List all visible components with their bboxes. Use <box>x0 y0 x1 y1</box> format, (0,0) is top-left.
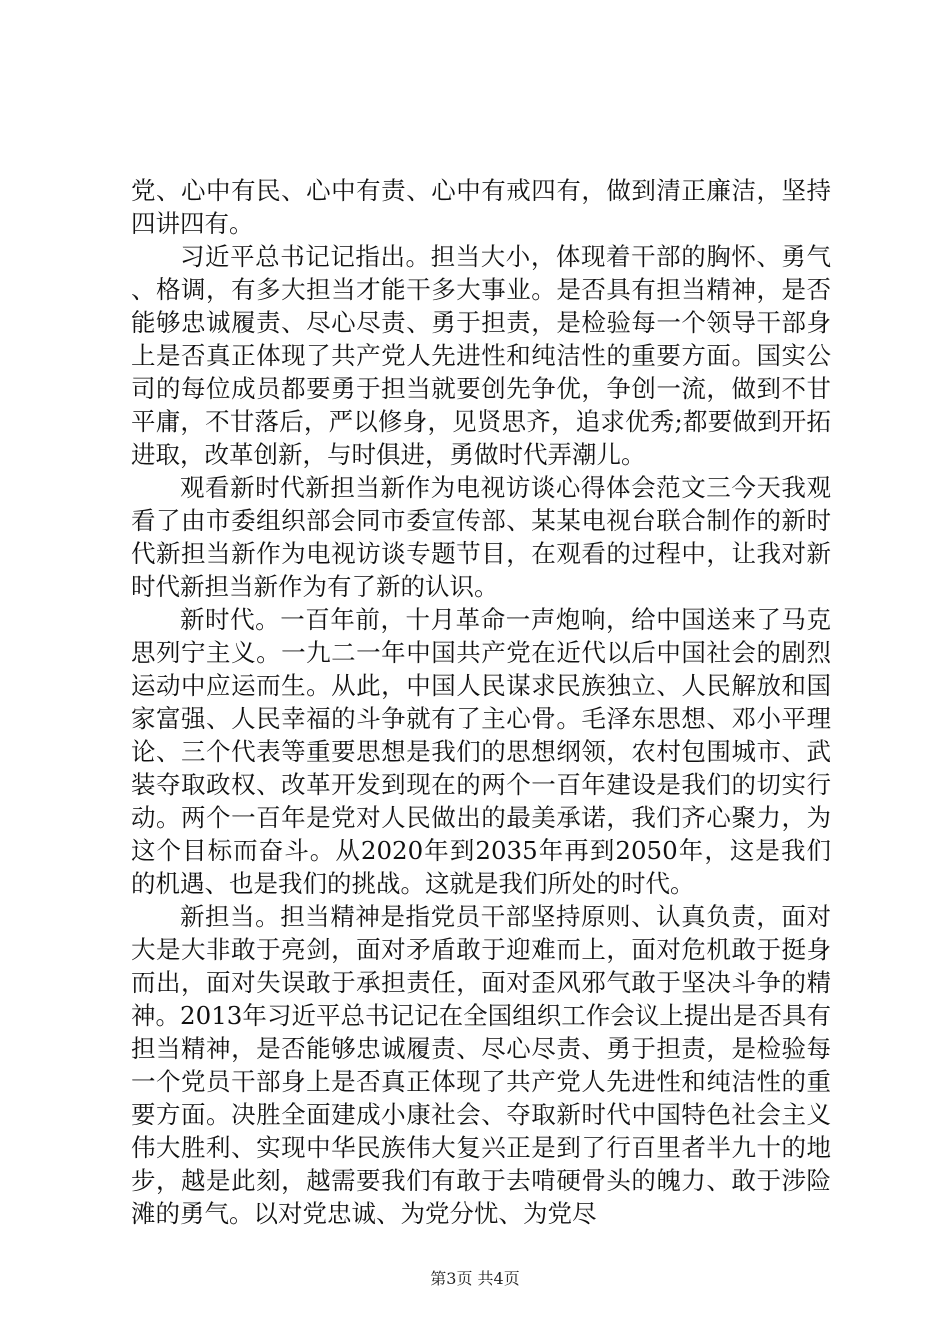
document-body <box>131 174 831 1230</box>
paragraph-5: 新担当。担当精神是指党员干部坚持原则、认真负责，面对大是大非敢于亮剑，面对矛盾敢于迎难而上，面对危机敢于挺身而出，面对失误敢于承担责任，面对歪风邪气敢于坚决斗争的精神。2013年习近平总书记记在全国组织工作会议上提出是否具有担当精神，是否能够忠诚履责、尽心尽责、勇于担责，是检验每一个党员干部身上是否真正体现了共产党人先进性和纯洁性的重要方面。决胜全面建成小康社会、夺取新时代中国特色社会主义伟大胜利、实现中华民族伟大复兴正是到了行百里者半九十的地步，越是此刻，越需要我们有敢于去啃硬骨头的魄力、敢于涉险滩的勇气。以对党忠诚、为党分忧、为党尽 <box>131 902 831 1228</box>
paragraph-1: 党、心中有民、心中有责、心中有戒四有，做到清正廉洁，坚持四讲四有。 <box>131 176 831 238</box>
paragraph-3: 观看新时代新担当新作为电视访谈心得体会范文三今天我观看了由市委组织部会同市委宣传部、某某电视台联合制作的新时代新担当新作为电视访谈专题节目，在观看的过程中，让我对新时代新担当新作为有了新的认识。 <box>131 473 831 601</box>
paragraph-4: 新时代。一百年前，十月革命一声炮响，给中国送来了马克思列宁主义。一九二一年中国共产党在近代以后中国社会的剧烈运动中应运而生。从此，中国人民谋求民族独立、人民解放和国家富强、人民幸福的斗争就有了主心骨。毛泽东思想、邓小平理论、三个代表等重要思想是我们的思想纲领，农村包围城市、武装夺取政权、改革开发到现在的两个一百年建设是我们的切实行动。两个一百年是党对人民做出的最美承诺，我们齐心聚力，为这个目标而奋斗。从2020年到2035年再到2050年，这是我们的机遇、也是我们的挑战。这就是我们所处的时代。 <box>131 605 831 898</box>
page-footer: 第3页 共4页 <box>430 1269 520 1288</box>
paragraph-2: 习近平总书记记指出。担当大小，体现着干部的胸怀、勇气、格调，有多大担当才能干多大事业。是否具有担当精神，是否能够忠诚履责、尽心尽责、勇于担责，是检验每一个领导干部身上是否真正体现了共产党人先进性和纯洁性的重要方面。国实公司的每位成员都要勇于担当就要创先争优，争创一流，做到不甘平庸，不甘落后，严以修身，见贤思齐，追求优秀;都要做到开拓进取，改革创新，与时俱进，勇做时代弄潮儿。 <box>131 242 831 469</box>
